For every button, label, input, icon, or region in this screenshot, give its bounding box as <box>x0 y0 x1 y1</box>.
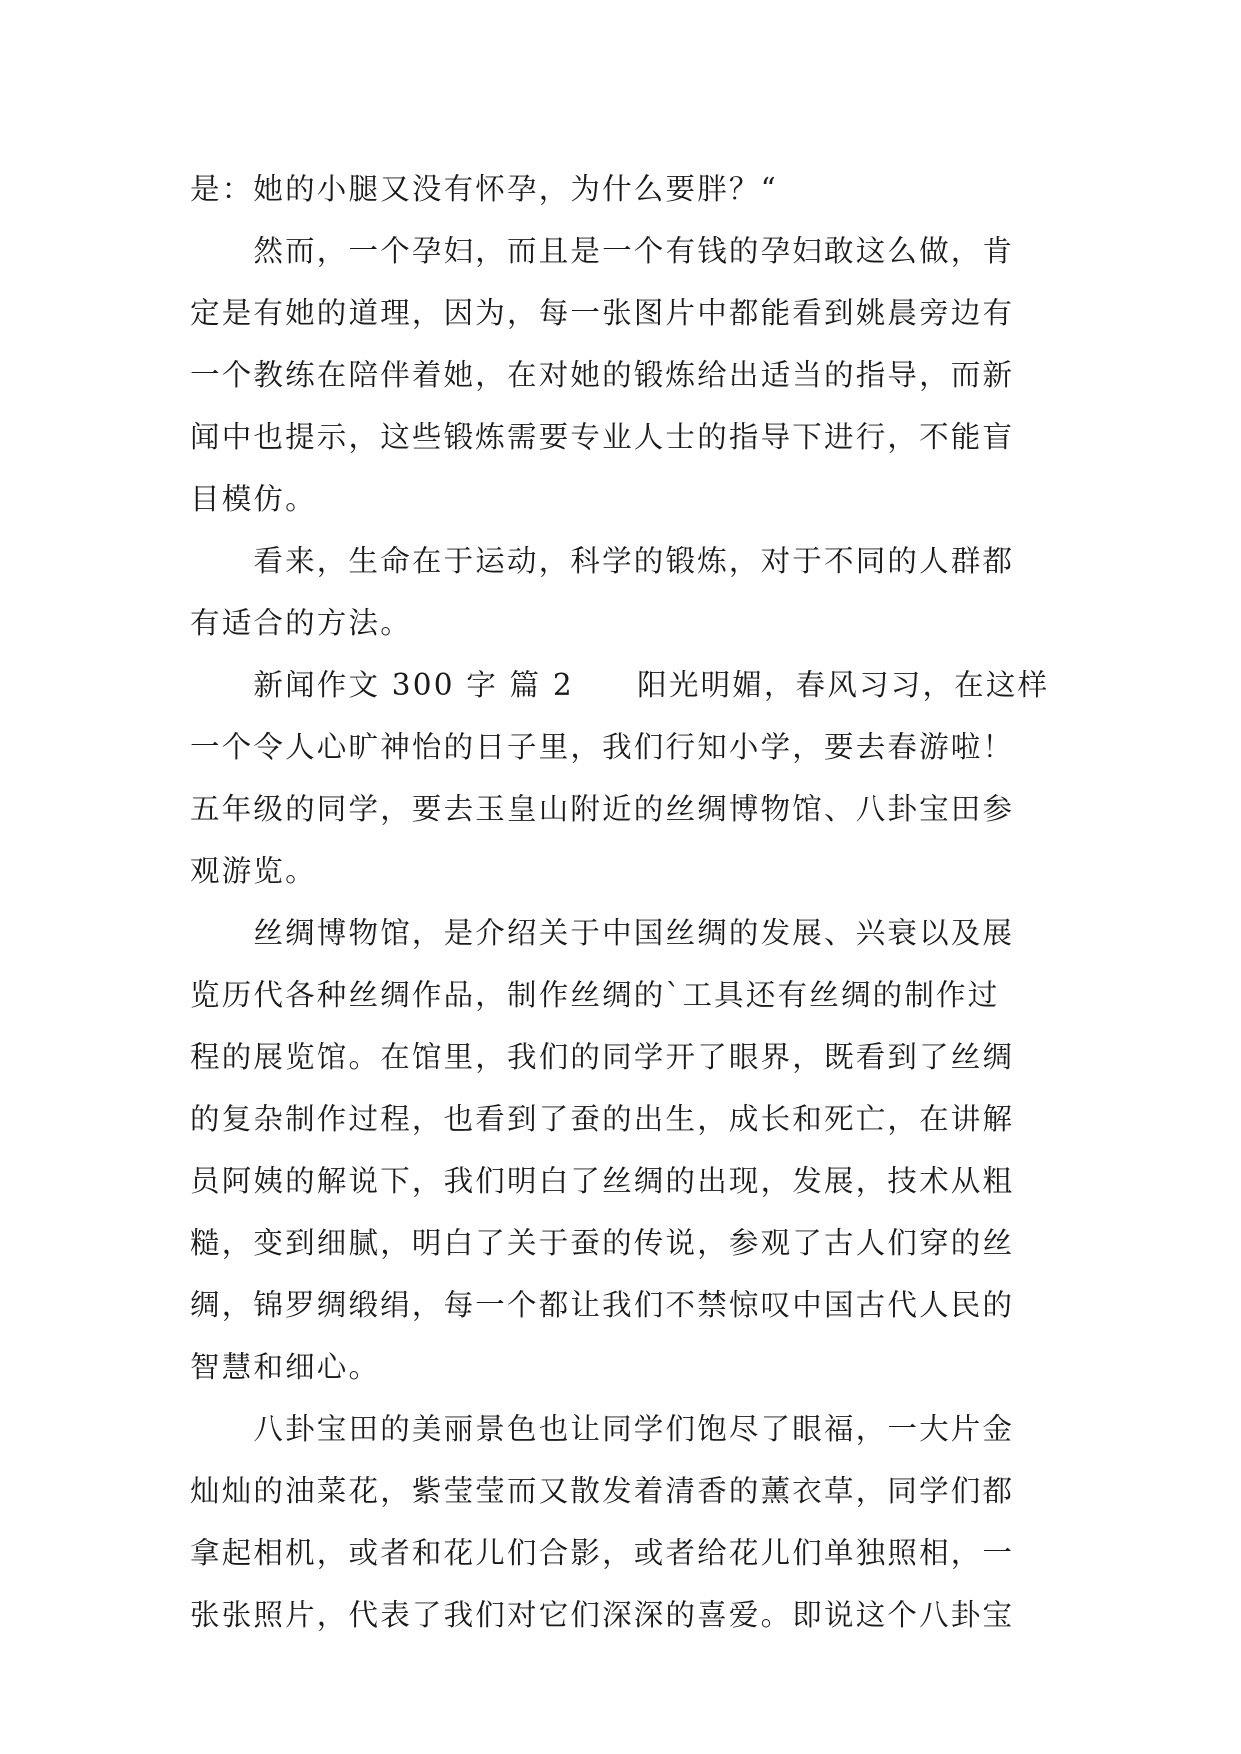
text-line: 丝绸博物馆，是介绍关于中国丝绸的发展、兴衰以及展 <box>190 916 1015 950</box>
text-line: 程的展览馆。在馆里，我们的同学开了眼界，既看到了丝绸 <box>190 1040 1015 1074</box>
text-line: 然而，一个孕妇，而且是一个有钱的孕妇敢这么做，肯 <box>190 234 1015 268</box>
text-line: 绸，锦罗绸缎绢，每一个都让我们不禁惊叹中国古代人民的 <box>190 1288 1015 1322</box>
text-line: 员阿姨的解说下，我们明白了丝绸的出现，发展，技术从粗 <box>190 1164 1015 1198</box>
text-line: 看来，生命在于运动，科学的锻炼，对于不同的人群都 <box>190 544 1015 578</box>
text-line: 五年级的同学，要去玉皇山附近的丝绸博物馆、八卦宝田参 <box>190 792 1015 826</box>
text-line: 一个教练在陪伴着她，在对她的锻炼给出适当的指导，而新 <box>190 358 1015 392</box>
text-line: 的复杂制作过程，也看到了蚕的出生，成长和死亡，在讲解 <box>190 1102 1015 1136</box>
text-line: 新闻作文 300 字 篇 2 阳光明媚，春风习习，在这样 <box>190 668 1050 702</box>
text-line: 智慧和细心。 <box>190 1350 381 1384</box>
text-line: 有适合的方法。 <box>190 606 412 640</box>
text-line: 灿灿的油菜花，紫莹莹而又散发着清香的薰衣草，同学们都 <box>190 1474 1015 1508</box>
text-line: 目模仿。 <box>190 482 317 516</box>
article-body <box>190 158 1070 1646</box>
text-line: 张张照片，代表了我们对它们深深的喜爱。即说这个八卦宝 <box>190 1598 1015 1632</box>
text-line: 拿起相机，或者和花儿们合影，或者给花儿们单独照相，一 <box>190 1536 1015 1570</box>
text-line: 糙，变到细腻，明白了关于蚕的传说，参观了古人们穿的丝 <box>190 1226 1015 1260</box>
text-line: 闻中也提示，这些锻炼需要专业人士的指导下进行，不能盲 <box>190 420 1015 454</box>
text-line: 定是有她的道理，因为，每一张图片中都能看到姚晨旁边有 <box>190 296 1015 330</box>
text-line: 是：她的小腿又没有怀孕，为什么要胖？“ <box>190 172 778 206</box>
text-line: 观游览。 <box>190 854 317 888</box>
text-line: 览历代各种丝绸作品，制作丝绸的`工具还有丝绸的制作过 <box>190 978 1000 1012</box>
text-line: 一个令人心旷神怡的日子里，我们行知小学，要去春游啦！ <box>190 730 1015 764</box>
text-line: 八卦宝田的美丽景色也让同学们饱尽了眼福，一大片金 <box>190 1412 1015 1446</box>
